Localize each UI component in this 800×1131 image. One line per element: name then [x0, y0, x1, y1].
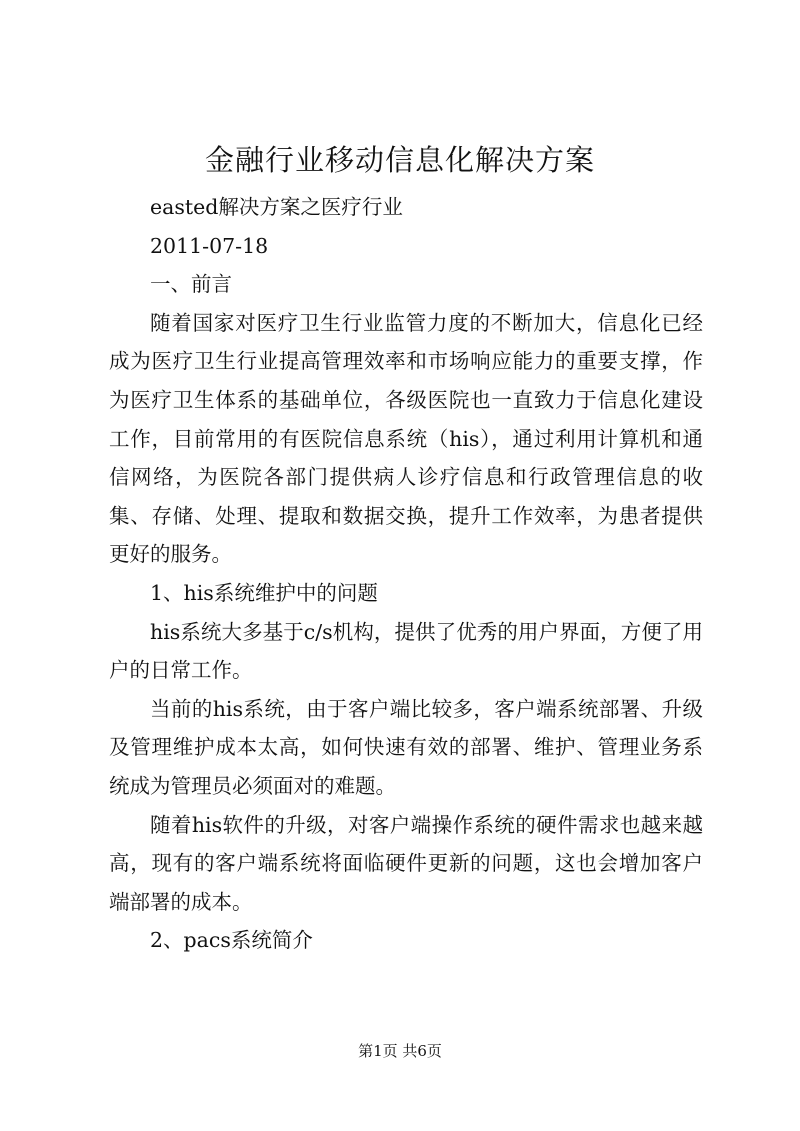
- page-number: 第1页 共6页: [358, 1042, 442, 1060]
- paragraph-subtitle: easted解决方案之医疗行业: [150, 195, 403, 219]
- document-body: [109, 188, 703, 960]
- paragraph-date: 2011-07-18: [150, 233, 269, 258]
- paragraph-preface: 随着国家对医疗卫生行业监管力度的不断加大，信息化已经成为医疗卫生行业提高管理效率和市场响应能力的重要支撑，作为医疗卫生体系的基础单位，各级医院也一直致力于信息化建设工作，目前常用的有医院信息系统（his），通过利用计算机和通信网络，为医院各部门提供病人诊疗信息和行政管理信息的收集、存储、处理、提取和数据交换，提升工作效率，为患者提供更好的服务。: [109, 310, 703, 567]
- section-heading-his-maintenance: 1、his系统维护中的问题: [150, 580, 378, 605]
- paragraph-his-architecture: his系统大多基于c/s机构，提供了优秀的用户界面，方便了用户的日常工作。: [109, 619, 703, 683]
- paragraph-his-upgrade: 随着his软件的升级，对客户端操作系统的硬件需求也越来越高，现有的客户端系统将面临硬件更新的问题，这也会增加客户端部署的成本。: [109, 812, 703, 914]
- document-title: 金融行业移动信息化解决方案: [204, 143, 595, 177]
- section-heading-preface: 一、前言: [150, 272, 232, 297]
- paragraph-his-deployment: 当前的his系统，由于客户端比较多，客户端系统部署、升级及管理维护成本太高，如何快速有效的部署、维护、管理业务系统成为管理员必须面对的难题。: [109, 696, 703, 798]
- section-heading-pacs: 2、pacs系统简介: [150, 928, 313, 953]
